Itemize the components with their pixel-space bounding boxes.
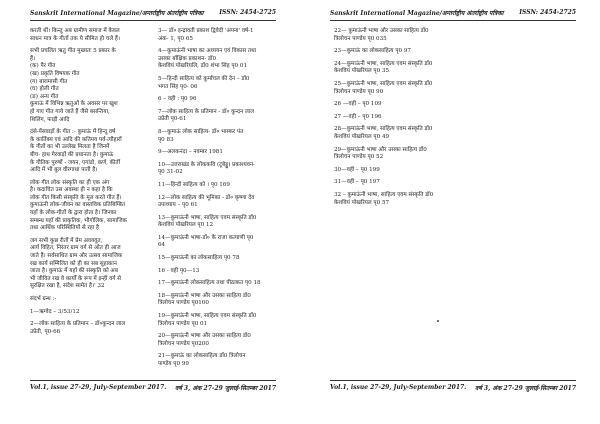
text-line: सम्बन्ध यहाँ की प्राकृतिक, भौगोलिक, सामाजिक [30,217,127,224]
text-line: शिलिंग, फाड़ी आदि [30,116,70,123]
text-line: साधन मात्र के गीतों तक ये सीमित हो चले हैं। [30,35,120,42]
text-line: 23—कुमाऊं का लोकसाहित्य पृ0 97 [334,48,411,55]
volume-label: Vol.1, issue 27-29, July-September 2017. [30,384,167,391]
text-line: 26 —वही – पृ0 109 [334,101,382,108]
text-line: उपाध्याय – पृ0 61 [158,202,198,209]
right-page-footer [330,384,576,396]
header-rule [330,20,576,21]
text-line: केशवियं पोखरियल पृ0 35 [334,68,390,75]
volume-label: Vol.1, issue 27-29, July-September 2017. [330,384,467,391]
text-line: 18—कुमाऊंनी भाषा और उसका साहित्य डॉ0 [158,292,251,299]
text-line: आर्य विहित, निरंतर ग्राम वर्ग से ओत ही आज [30,245,121,252]
text-line: त्रिलोचन पाण्डेय पृ0 52 [334,154,384,161]
text-line: के गीतों का भी उल्लेख मिलता है जिनमें [30,144,110,151]
text-line: (घ) होली गीत [30,86,59,93]
text-line: (ख) प्रकृति विषयक गीत [30,70,80,77]
text-line: आदि में भी बुल वीरगाथा पाती है। [30,167,98,174]
text-line: जाता है। कुमाऊं में यहाँ की संस्कृति को अब [30,268,118,275]
text-line: कुमाऊंनी लोक-जीवन का वास्तविक प्रतिबिम्बित [30,202,126,209]
text-line: बीच- हाथ गेरवाड़ों की प्रधानता है। कुमाऊं [30,151,114,158]
right-page [300,0,600,424]
text-line: 11—हिन्दी साहित्य को । पृ0 169 [158,181,230,188]
text-line: संदर्भ ग्रन्थ :- [30,296,57,302]
text-line: 2—लोक साहित्य के प्रतिमान – डॉ०कुन्दन लाल [30,321,126,328]
text-line: त्रिलोचन पाण्डेय पृ0200 [158,340,209,347]
text-line: जाते हैं। सर्वसाधित ग्राम और उत्सव सामाजिक [30,253,123,260]
text-line: 17—कुमाऊंनी लोकसाहित्य तथा पीठाकत पृ0 18 [158,280,261,287]
text-line: 5—हिन्दी साहित्य को कूर्मांचल की देन – डॉ0 [158,75,250,82]
text-line: के गौतिक पुरुषों - जयन, एगांडो, कर्ण, कीर्ती [30,159,121,166]
text-line: 6 – वही ; पृ0 96 [158,96,197,103]
text-line: भी जीवित रख वे कार्यों के रूप में इन्हीं वर्ग से [30,275,121,282]
text-line: 8—कुमाऊं लोक साहित्य- डॉ० भास्कर पंत [158,128,244,135]
text-line: के कार्तिक्य एवं आदि की कतिपय पर्व-त्यौहारों [30,136,122,143]
text-line: 25—कुमाऊंनी भाषा, साहित्य एवम संस्कृति डॉ0 [334,80,433,87]
text-line: 16 - वही पृ0—13 [158,267,200,274]
text-line: 24—कुमाऊंनी भाषा, साहित्य एवम संस्कृति डॉ0 [334,60,433,67]
text-line: केशवियं पोखरियल पृ0 57 [334,199,390,206]
footer-rule [30,380,276,381]
text-line: 32 – कुमाऊंनी भाषा, साहित्य एवम संस्कृति डॉ0 [334,191,434,198]
hindi-volume-label: वर्ष 3, अंक 27-29 जुलाई-सितम्बर 2017 [175,385,276,392]
header-rule [30,20,276,21]
text-line: उप्रेती, पृ0-66 [30,328,61,335]
issn-label: ISSN: 2454-2725 [519,9,576,16]
text-line: कुमाऊं में विभिन्न ऋतुओं के अवसर पर खुश [30,101,118,108]
left-page-footer [30,384,276,396]
text-line: पृ0 83 [158,136,174,143]
text-line: 15—कुमाऊंनी का लोकसाहित्य पृ0 78 [158,255,240,262]
text-line: जग सभी कुछ रीतों में प्रेम अवयवुत, [30,237,103,244]
text-line: 4—कुमाऊंनी भाषा का अध्ययन एवं विकास तथा [158,48,257,55]
text-line: 9—अलकनंदा – नवम्बर 1981 [158,149,223,156]
text-line: दंसे-पेंसवाड़ों के गीत :- कुमाऊं में हिन्दू वर्ष [30,129,116,136]
text-line: 20—कुमाऊंनी भाषा और उसका साहित्य डॉ0 [158,333,251,340]
text-line: 27 —वही – पृ0 196 [334,113,382,120]
text-line: 64 [158,242,166,249]
text-line: तथा आर्थिक परिस्थितियों से रहा है [30,225,99,232]
text-line: 1—ऋग्वेद – 3/53/12 [30,308,80,315]
text-line: पृ0 31-02 [158,169,183,176]
text-line: हैं। [30,55,36,62]
text-line: (क) पैर गीत [30,63,56,70]
text-line: अंक- 1, पृ0 65 [158,35,193,42]
text-line: त्रिलोचन पाण्डेय पृ0 90 [334,88,384,95]
left-page-column-2 [158,28,278,369]
text-line: 22— कुमाऊंनी भाषा और उसका साहित्य डॉ0 [334,28,429,34]
text-line: सभी प्रचलित ऋतु गीत मुख्यतः 5 प्रकार के [30,48,116,55]
text-line: 29—कुमाऊंनी भाषा और उसका साहित्य डॉ0 [334,146,427,153]
journal-title: Sanskrit International Magazine/अन्तर्राष्ट्रीय अंतर्राष्ट्रीय पत्रिका [330,10,504,17]
text-line: हो गाए गीत गाये जाते हैं जैसे बसन्तिया, [30,108,110,115]
text-line: केशवियं पोखरियल पृ0 12 [158,222,214,229]
text-line: 19—कुमाऊंनी भाषा, साहित्य एवम संस्कृति डॉ0 [158,313,257,320]
journal-title: Sanskrit International Magazine/अन्तर्राष्ट्रीय अंतर्राष्ट्रीय पत्रिका [30,10,204,17]
text-line: 3— डॉ० इन्द्रावती प्रकाश द्विवेदी 'अपना' वर्ष-1 [158,28,254,34]
stray-mark [437,320,439,322]
text-line: केशवियं पोखरियल पृ0 49 [334,133,390,140]
text-line: 21—कुमाऊं का लोकसाहित्य डॉ0 त्रिलोचन [158,353,246,360]
text-line: उप्रेती पृ0-61 [158,116,187,123]
text-line: (ग) बारामासी गीत [30,78,68,85]
text-line: उसका बाँक्षिक प्रकाशन- डॉ0 [158,55,217,62]
text-line: 31—वही – पृ0 197 [334,179,380,186]
text-line: रख कार्य सम्मिलित को ही का सब सुहाकान [30,260,117,267]
text-line: है। कदाचित उस अवस्था ही न कहा है कि [30,187,113,194]
left-page-column-1 [30,28,145,336]
text-line: 7—लोक साहित्य के प्रतिमान - डॉ० कुन्दन लाल [158,108,255,115]
text-line: त्रिलोचन पाण्डेय पृ0 01 [158,320,208,327]
text-line: लोक गीत किसी संस्कृति के मूल करते गीत हैं। [30,194,122,201]
text-line: त्रिलोचन पाण्डेय पृ0 035 [334,35,387,42]
text-line: करती थीं। किन्तु अब ग्रामीण समाज में केवल [30,28,120,34]
text-line: त्रिलोचन पाण्डेय पृ0100 [158,300,209,307]
text-line: 12—लोक साहित्य की भूमिका - डॉ० कृष्णा देव [158,194,255,201]
right-page-column-1 [334,28,474,207]
issn-label: ISSN: 2454-2725 [219,9,276,16]
text-line: सुरक्षित रखा है, संदेश सामेत है।' 32 [30,283,105,290]
text-line: लोक गीत लोक संस्कृति का ही एक अंग [30,179,110,186]
text-line: 30—वही – पृ0 199 [334,166,380,173]
text-line: 28—कुमाऊंनी भाषा, साहित्य एवम संस्कृति डॉ0 [334,126,433,133]
hindi-volume-label: वर्ष 3, अंक 27-29 जुलाई-सितम्बर 2017 [475,385,576,392]
text-line: केशवियं पोखरियलि, डॉ0 शंभा सिंह पृ0 01 [158,63,248,70]
text-line: 13—कुमाऊंनी भाषा, साहित्य एवम संस्कृति डॉ0 [158,214,257,221]
text-line: 14—कुमाऊंनी भाषा-डॉ० के राजा कत्याणी पृ0 [158,234,254,241]
footer-rule [330,380,576,381]
text-line: भगत सिंह पृ0- 06 [158,83,198,90]
text-line: 10—उत्तराखंड के लोककवि (टूबेड्डु) प्रकाश्यवन- [158,161,255,168]
text-line: पाण्डेय पृ0 99 [158,361,189,367]
text-line: (ङ) अन्य गीत [30,93,59,100]
text-line: यहाँ के लोक-गीतों के द्वारा होता है। जिनका [30,210,117,217]
